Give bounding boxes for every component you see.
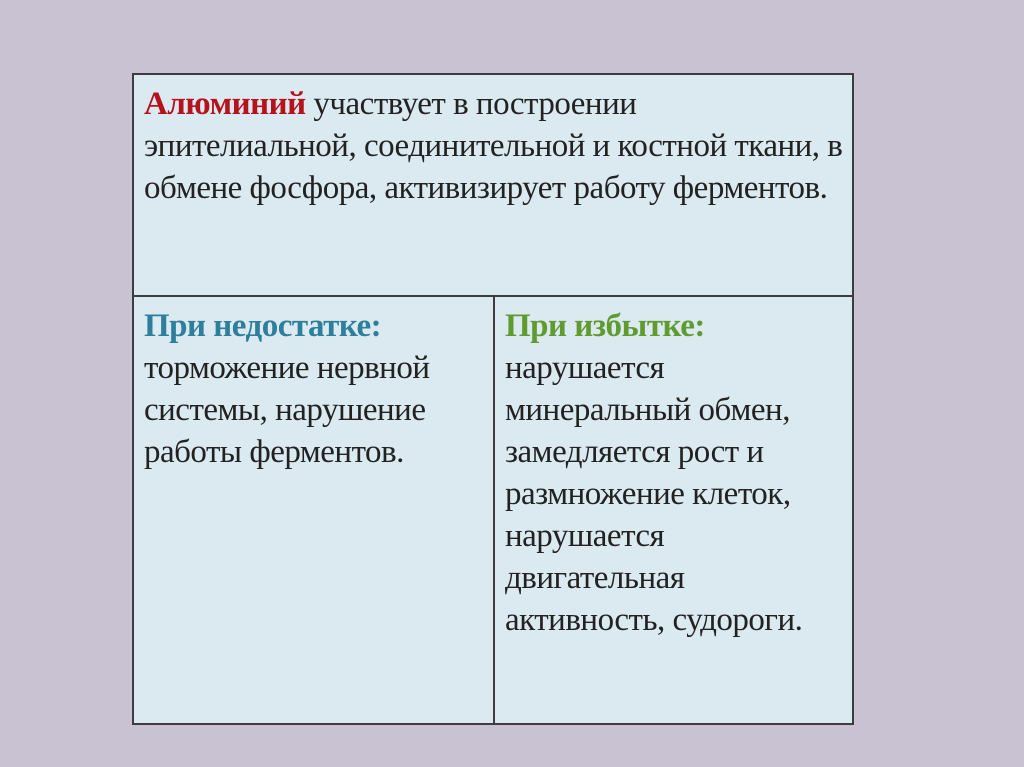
deficiency-cell [134,297,495,723]
aluminium-description-text: участвует в построении эпителиальной, соединительной и костной ткани, в обмене фосфора, активизирует работу ферментов. [144,86,843,206]
excess-heading: При избытке: [505,308,705,344]
excess-cell [495,297,852,723]
deficiency-block [144,305,484,473]
aluminium-description [144,83,844,209]
aluminium-term: Алюминий [144,86,306,122]
deficiency-heading: При недостатке: [144,308,382,344]
excess-text: нарушается минеральный обмен, замедляется рост и размножение клеток, нарушается двигательная активность, судороги. [505,350,803,638]
deficiency-text: торможение нервной системы, нарушение работы ферментов. [144,350,430,470]
aluminium-description-cell [134,75,852,297]
aluminium-info-table [132,73,854,725]
excess-block [505,305,845,641]
